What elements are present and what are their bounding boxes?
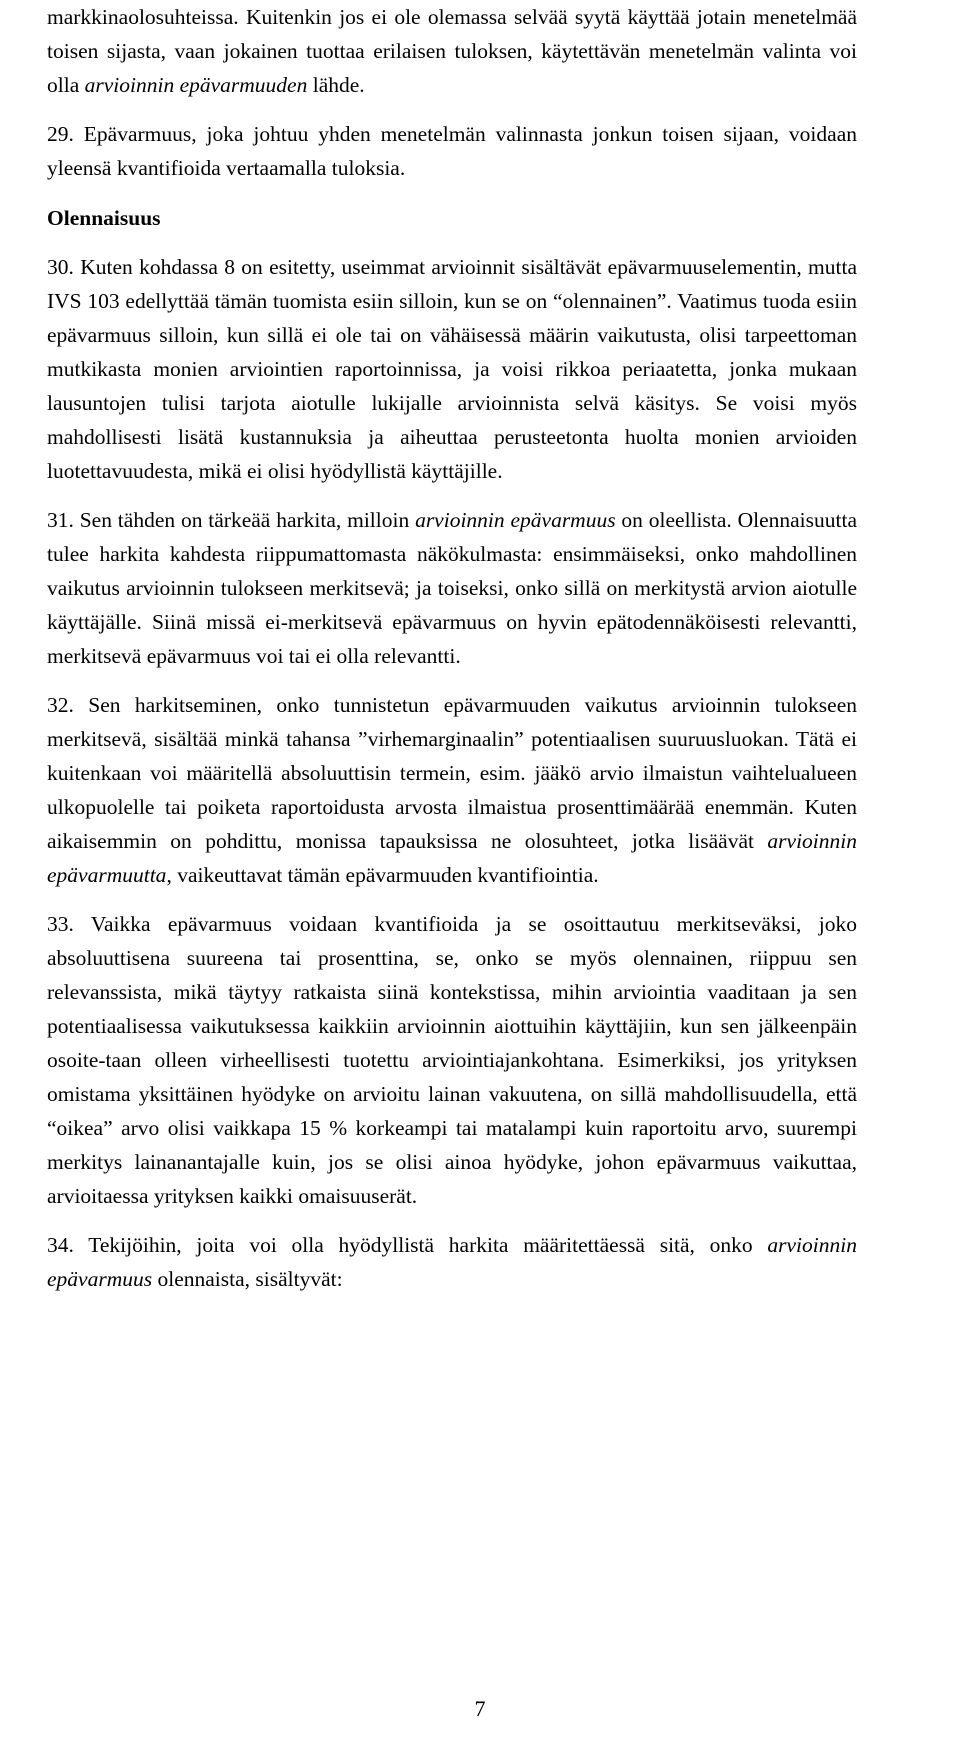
paragraph-emphasis: arvioinnin epävarmuus bbox=[415, 508, 616, 532]
paragraph-number: 29. bbox=[47, 122, 74, 146]
section-heading: Olennaisuus bbox=[47, 206, 161, 230]
paragraph-number: 34. bbox=[47, 1233, 74, 1257]
paragraph-text-end: , vaikeuttavat tämän epävarmuuden kvantifiointia. bbox=[166, 863, 599, 887]
paragraph-29 bbox=[47, 117, 857, 185]
paragraph-32 bbox=[47, 688, 857, 892]
paragraph-number: 31. bbox=[47, 508, 74, 532]
paragraph-text: Vaikka epävarmuus voidaan kvantifioida ja se osoittautuu merkitseväksi, joko absoluuttisena suureena tai prosenttina, se, onko se myös olennainen, riippuu sen relevanssista, mikä täytyy ratkaista siinä kontekstissa, mihin arviointia vaaditaan ja sen potentiaalisessa vaikutuksessa kaikkiin arvioinnin aiottuihin käyttäjiin, kun sen jälkeenpäin osoite-taan olleen virheellisesti tuotettu arviointiajankohtana. Esimerkiksi, jos yrityksen omistama yksittäinen hyödyke on arvioitu lainan vakuutena, on sillä mahdollisuudella, että “oikea” arvo olisi vaikkapa 15 % korkeampi tai matalampi kuin raportoitu arvo, suurempi merkitys lainanantajalle kuin, jos se olisi ainoa hyödyke, johon epävarmuus vaikuttaa, arvioitaessa yrityksen kaikki omaisuuserät. bbox=[47, 912, 857, 1208]
intro-paragraph bbox=[47, 0, 857, 102]
intro-emphasis: arvioinnin epävarmuuden bbox=[84, 73, 308, 97]
paragraph-33 bbox=[47, 907, 857, 1213]
paragraph-text: Kuten kohdassa 8 on esitetty, useimmat arvioinnit sisältävät epävarmuuselementin, mutta IVS 103 edellyttää tämän tuomista esiin silloin, kun se on “olennainen”. Vaatimus tuoda esiin epävarmuus silloin, kun sillä ei ole tai on vähäisessä määrin vaikutusta, olisi tarpeettoman mutkikasta monien arviointien raportoinnissa, ja voisi rikkoa periaatetta, jonka mukaan lausuntojen tulisi tarjota aiotulle lukijalle arvioinnista selvä käsitys. Se voisi myös mahdollisesti lisätä kustannuksia ja aiheuttaa perusteetonta huolta monien arvioiden luotettavuudesta, mikä ei olisi hyödyllistä käyttäjille. bbox=[47, 255, 858, 483]
paragraph-30 bbox=[47, 250, 857, 488]
paragraph-text: Epävarmuus, joka johtuu yhden menetelmän valinnasta jonkun toisen sijaan, voidaan yleensä kvantifioida vertaamalla tuloksia. bbox=[47, 122, 857, 180]
paragraph-emphasis: arvioinnin epävarmuus bbox=[47, 1233, 857, 1291]
paragraph-text-end: olennaista, sisältyvät: bbox=[152, 1267, 343, 1291]
paragraph-number: 30. bbox=[47, 255, 74, 279]
intro-text-end: lähde. bbox=[307, 73, 365, 97]
paragraph-emphasis: arvioinnin epävarmuutta bbox=[47, 829, 857, 887]
paragraph-text: Sen tähden on tärkeää harkita, milloin bbox=[79, 508, 416, 532]
paragraph-text-end: on oleellista. Olennaisuutta tulee harkita kahdesta riippumattomasta näkökulmasta: ensimmäiseksi, onko mahdollinen vaikutus arvioinnin tulokseen merkitsevä; ja toiseksi, onko sillä on merkitystä arvion aiotulle käyttäjälle. Siinä missä ei-merkitsevä epävarmuus on hyvin epätodennäköisesti relevantti, merkitsevä epävarmuus voi tai ei olla relevantti. bbox=[47, 508, 857, 668]
paragraph-34 bbox=[47, 1228, 857, 1296]
paragraph-number: 33. bbox=[47, 912, 74, 936]
paragraph-31 bbox=[47, 503, 857, 673]
page-number: 7 bbox=[474, 1696, 486, 1721]
paragraph-number: 32. bbox=[47, 693, 74, 717]
intro-text: markkinaolosuhteissa. Kuitenkin jos ei ole olemassa selvää syytä käyttää jotain menetelmää toisen sijasta, vaan jokainen tuottaa erilaisen tuloksen, käytettävän menetelmän valinta voi olla bbox=[47, 5, 857, 97]
paragraph-text: Tekijöihin, joita voi olla hyödyllistä harkita määritettäessä sitä, onko bbox=[88, 1233, 768, 1257]
paragraph-text: Sen harkitseminen, onko tunnistetun epävarmuuden vaikutus arvioinnin tulokseen merkitsevä, sisältää minkä tahansa ”virhemarginaalin” potentiaalisen suuruusluokan. Tätä ei kuitenkaan voi määritellä absoluuttisin termein, esim. jääkö arvio ilmaistun vaihtelualueen ulkopuolelle tai poiketa raportoidusta arvosta ilmaistua prosenttimäärää enemmän. Kuten aikaisemmin on pohdittu, monissa tapauksissa ne olosuhteet, jotka lisäävät bbox=[47, 693, 857, 853]
document-page bbox=[47, 0, 857, 1296]
